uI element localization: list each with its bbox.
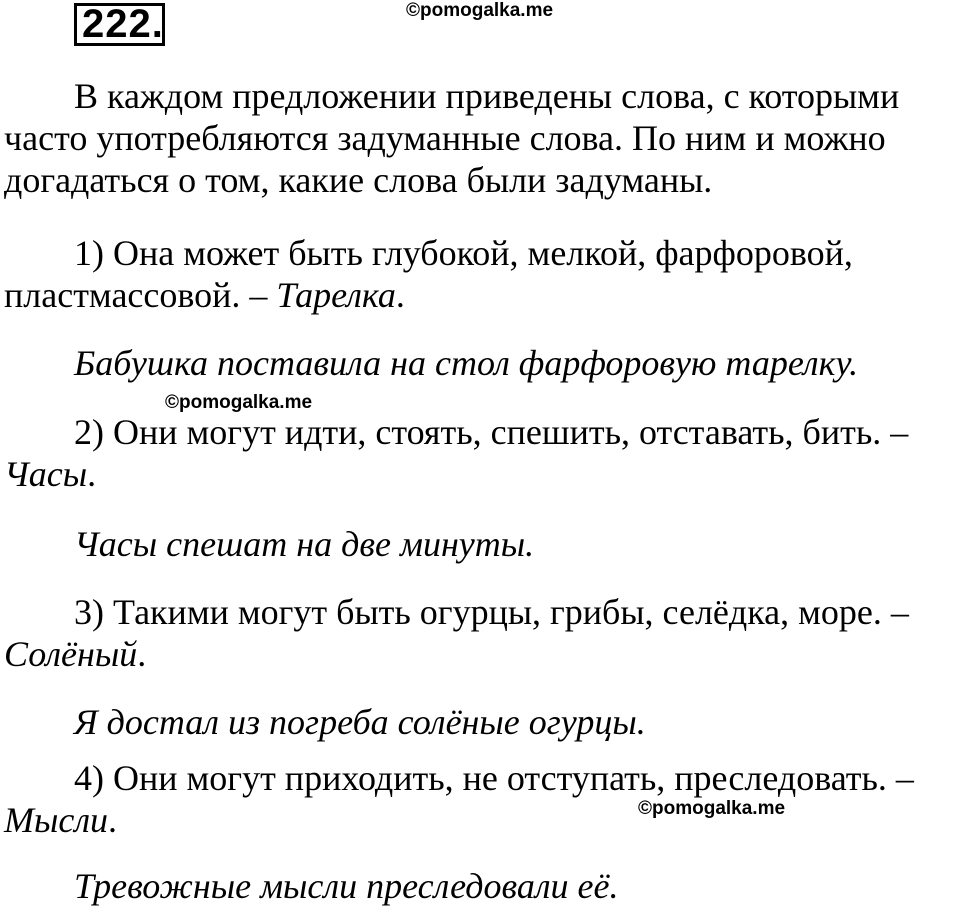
watermark-bottom: ©pomogalka.me <box>638 798 786 819</box>
item-3-line-1: 3) Такими могут быть огурцы, грибы, селёдка, море. – <box>74 592 909 632</box>
item-1-answer: Тарелка <box>276 275 396 315</box>
exercise-number-value: 222 <box>82 2 152 46</box>
item-4-answer: Мысли <box>4 800 109 840</box>
intro-line-1: В каждом предложении приведены слова, с которыми <box>74 76 900 116</box>
exercise-number-dot: . <box>151 2 164 46</box>
item-1-line-2 <box>4 275 405 315</box>
item-4-line-1: 4) Они могут приходить, не отступать, преследовать. – <box>74 758 914 798</box>
item-2-line-2 <box>4 454 96 494</box>
intro-line-3: догадаться о том, какие слова были задуманы. <box>4 160 713 200</box>
item-1-text: пластмассовой. – <box>4 275 277 315</box>
item-4-example: Тревожные мысли преследовали её. <box>74 866 619 906</box>
item-4-line-2 <box>4 800 117 840</box>
intro-line-2: часто употребляются задуманные слова. По ним и можно <box>4 118 886 158</box>
item-3-line-2 <box>4 634 146 674</box>
item-3-period: . <box>137 634 147 674</box>
item-2-example: Часы спешат на две минуты. <box>74 524 535 564</box>
item-1-line-1: 1) Она может быть глубокой, мелкой, фарфоровой, <box>74 233 853 273</box>
item-2-line-1: 2) Они могут идти, стоять, спешить, отставать, бить. – <box>74 412 909 452</box>
item-3-answer: Солёный <box>4 634 138 674</box>
item-2-answer: Часы <box>4 454 88 494</box>
item-1-period: . <box>395 275 405 315</box>
item-2-period: . <box>87 454 97 494</box>
watermark-top: ©pomogalka.me <box>406 0 554 21</box>
watermark-middle: ©pomogalka.me <box>165 392 313 413</box>
item-4-period: . <box>108 800 118 840</box>
item-3-example: Я достал из погреба солёные огурцы. <box>74 702 646 742</box>
item-1-example: Бабушка поставила на стол фарфоровую тарелку. <box>74 343 859 383</box>
exercise-number <box>82 0 164 48</box>
